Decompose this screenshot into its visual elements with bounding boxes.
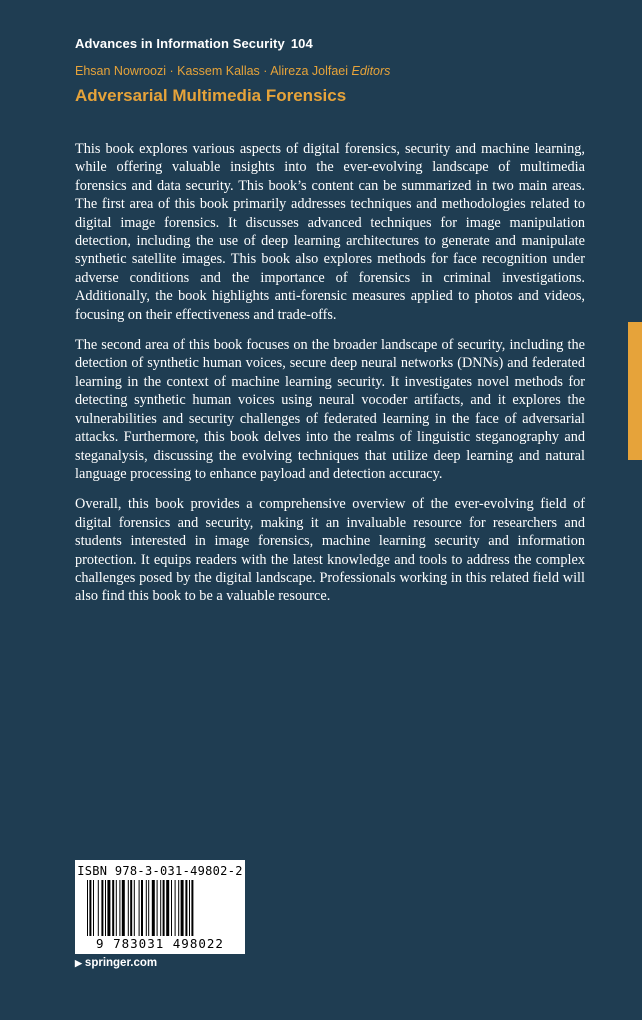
editor-names: Ehsan Nowroozi · Kassem Kallas · Alireza Jolfaei bbox=[75, 64, 349, 78]
barcode-stripe bbox=[107, 880, 110, 936]
publisher-link[interactable] bbox=[75, 957, 157, 969]
barcode-stripe bbox=[189, 880, 190, 936]
blurb-paragraph: Overall, this book provides a comprehensive overview of the ever-evolving field of digital forensics and security, making it an invaluable resource for researchers and students interested in image forensics, machine learning security and information protection. It equips readers with the latest knowledge and tools to address the complex challenges posed by the digital landscape. Professionals working in this related field will also find this book to be a valuable resource. bbox=[75, 496, 585, 605]
barcode-stripe bbox=[130, 880, 132, 936]
barcode-stripe bbox=[98, 880, 99, 936]
blurb-paragraph: This book explores various aspects of digital forensics, security and machine learning, while offering valuable insights into the ever-evolving landscape of multimedia forensics and data security. This book’s content can be summarized in two main areas. The first area of this book primarily addresses techniques and methodologies related to digital image forensics. It discusses advanced techniques for image manipulation detection, including the use of deep learning architectures to generate and manipulate synthetic satellite images. This book also explores methods for face recognition under adverse conditions and the importance of forensics in criminal investigations. Additionally, the book highlights anti-forensic measures applied to photos and videos, focusing on their effectiveness and trade-offs. bbox=[75, 141, 585, 323]
barcode-stripe bbox=[93, 880, 94, 936]
barcode-stripe bbox=[87, 880, 88, 936]
barcode-stripe bbox=[141, 880, 143, 936]
triangle-right-icon: ▶ bbox=[75, 958, 82, 968]
editors-line bbox=[75, 64, 390, 78]
barcode-stripe bbox=[134, 880, 135, 936]
barcode-digits: 9 783031 498022 bbox=[96, 936, 224, 951]
barcode-stripe bbox=[116, 880, 117, 936]
barcode-stripe bbox=[101, 880, 103, 936]
barcode-stripe bbox=[128, 880, 129, 936]
editors-role: Editors bbox=[351, 64, 391, 78]
blurb bbox=[75, 140, 585, 618]
barcode-stripe bbox=[119, 880, 120, 936]
barcode-stripe bbox=[89, 880, 91, 936]
barcode-stripe bbox=[175, 880, 176, 936]
book-title: Adversarial Multimedia Forensics bbox=[75, 86, 347, 105]
barcode-stripe bbox=[160, 880, 161, 936]
barcode-bars bbox=[87, 880, 233, 936]
barcode-stripe bbox=[185, 880, 187, 936]
barcode-stripe bbox=[152, 880, 155, 936]
series-name: Advances in Information Security bbox=[75, 36, 285, 51]
blurb-paragraph: The second area of this book focuses on the broader landscape of security, including the detection of synthetic human voices, secure deep neural networks (DNNs) and federated learning in the context of machine learning security. It investigates novel methods for detecting synthetic human voices using neural vocoder artifacts, and it explores the vulnerabilities and security challenges of federated learning in the face of adversarial attacks. Furthermore, this book delves into the realms of linguistic steganography and steganalysis, discussing the evolving techniques that utilize deep learning and natural language processing to enhance payload and detection accuracy. bbox=[75, 337, 585, 482]
publisher-url: springer.com bbox=[84, 957, 158, 969]
barcode-stripe bbox=[191, 880, 193, 936]
barcode-stripe bbox=[148, 880, 149, 936]
barcode-stripe bbox=[146, 880, 147, 936]
barcode-stripe bbox=[163, 880, 165, 936]
accent-edge-tab bbox=[628, 322, 642, 460]
barcode-stripe bbox=[181, 880, 184, 936]
series-heading bbox=[75, 36, 313, 51]
barcode-stripe bbox=[157, 880, 158, 936]
isbn-label: ISBN 978-3-031-49802-2 bbox=[77, 864, 243, 878]
barcode-stripe bbox=[122, 880, 125, 936]
barcode-stripe bbox=[178, 880, 179, 936]
barcode-stripe bbox=[105, 880, 106, 936]
barcode-stripe bbox=[171, 880, 172, 936]
barcode-stripe bbox=[139, 880, 140, 936]
barcode-stripe bbox=[112, 880, 114, 936]
isbn-barcode bbox=[75, 860, 245, 954]
series-number: 104 bbox=[290, 36, 313, 51]
barcode-stripe bbox=[166, 880, 169, 936]
